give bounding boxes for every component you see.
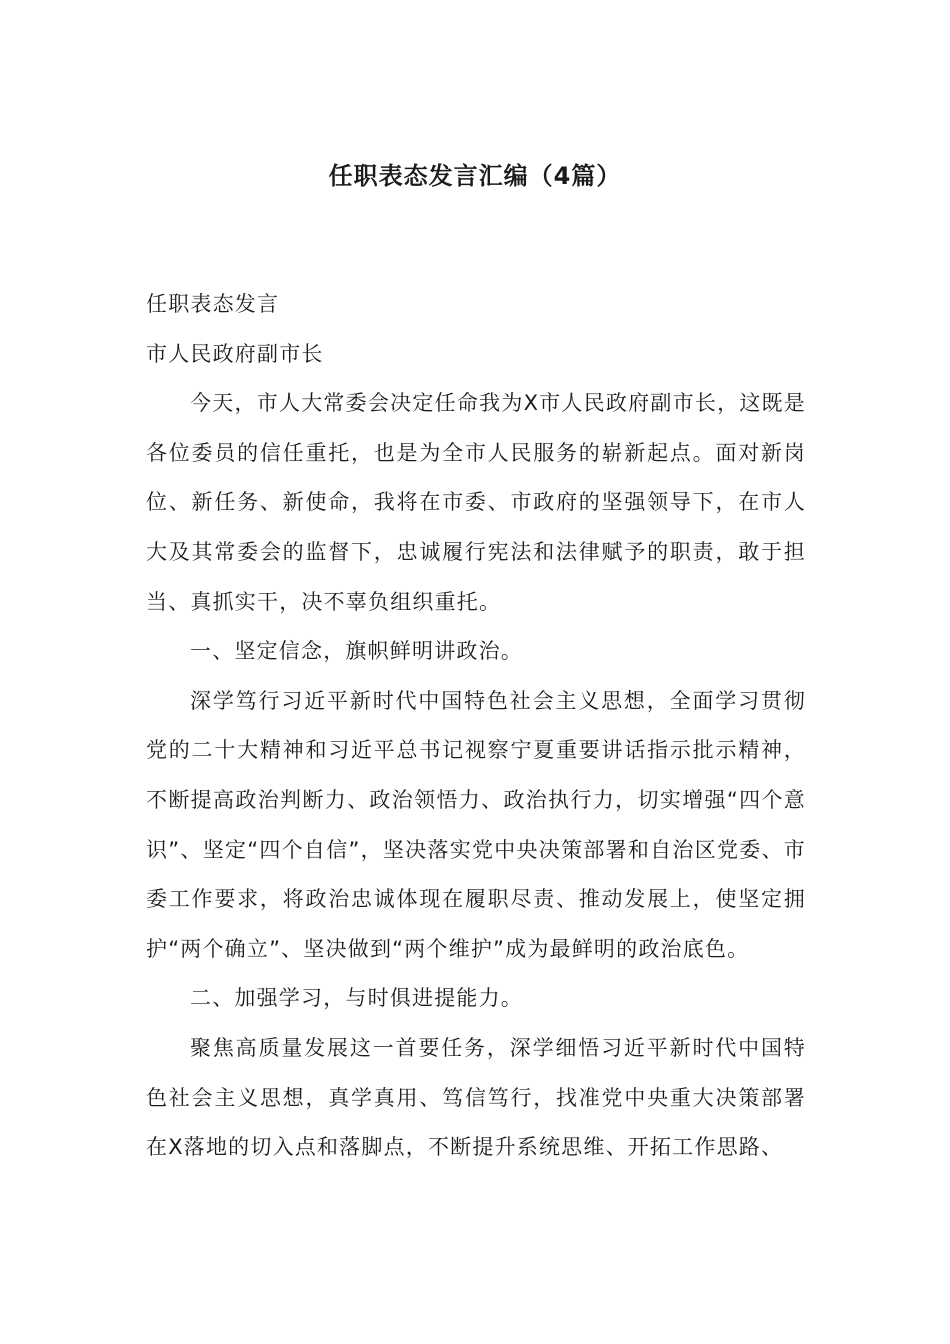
paragraph-section-1: 深学笃行习近平新时代中国特色社会主义思想，全面学习贯彻党的二十大精神和习近平总书记视察宁夏重要讲话指示批示精神，不断提高政治判断力、政治领悟力、政治执行力，切实增强“四个意识”、坚定“四个自信”，坚决落实党中央决策部署和自治区党委、市委工作要求，将政治忠诚体现在履职尽责、推动发展上，使坚定拥护“两个确立”、坚决做到“两个维护”成为最鲜明的政治底色。 — [146, 688, 806, 961]
document-body — [146, 280, 806, 1173]
paragraph-section-2: 聚焦高质量发展这一首要任务，深学细悟习近平新时代中国特色社会主义思想，真学真用、笃信笃行，找准党中央重大决策部署在X落地的切入点和落脚点，不断提升系统思维、开拓工作思路、 — [146, 1035, 806, 1160]
speech-heading: 任职表态发言 — [146, 292, 280, 316]
document-title: 任职表态发言汇编（4篇） — [328, 162, 622, 190]
speaker-title: 市人民政府副市长 — [146, 341, 324, 366]
section-heading-1: 一、坚定信念，旗帜鲜明讲政治。 — [190, 639, 523, 664]
section-heading-2: 二、加强学习，与时俱进提能力。 — [190, 986, 523, 1011]
paragraph-opening: 今天，市人大常委会决定任命我为X市人民政府副市长，这既是各位委员的信任重托，也是为全市人民服务的崭新起点。面对新岗位、新任务、新使命，我将在市委、市政府的坚强领导下，在市人大及其常委会的监督下，忠诚履行宪法和法律赋予的职责，敢于担当、真抓实干，决不辜负组织重托。 — [146, 391, 806, 614]
